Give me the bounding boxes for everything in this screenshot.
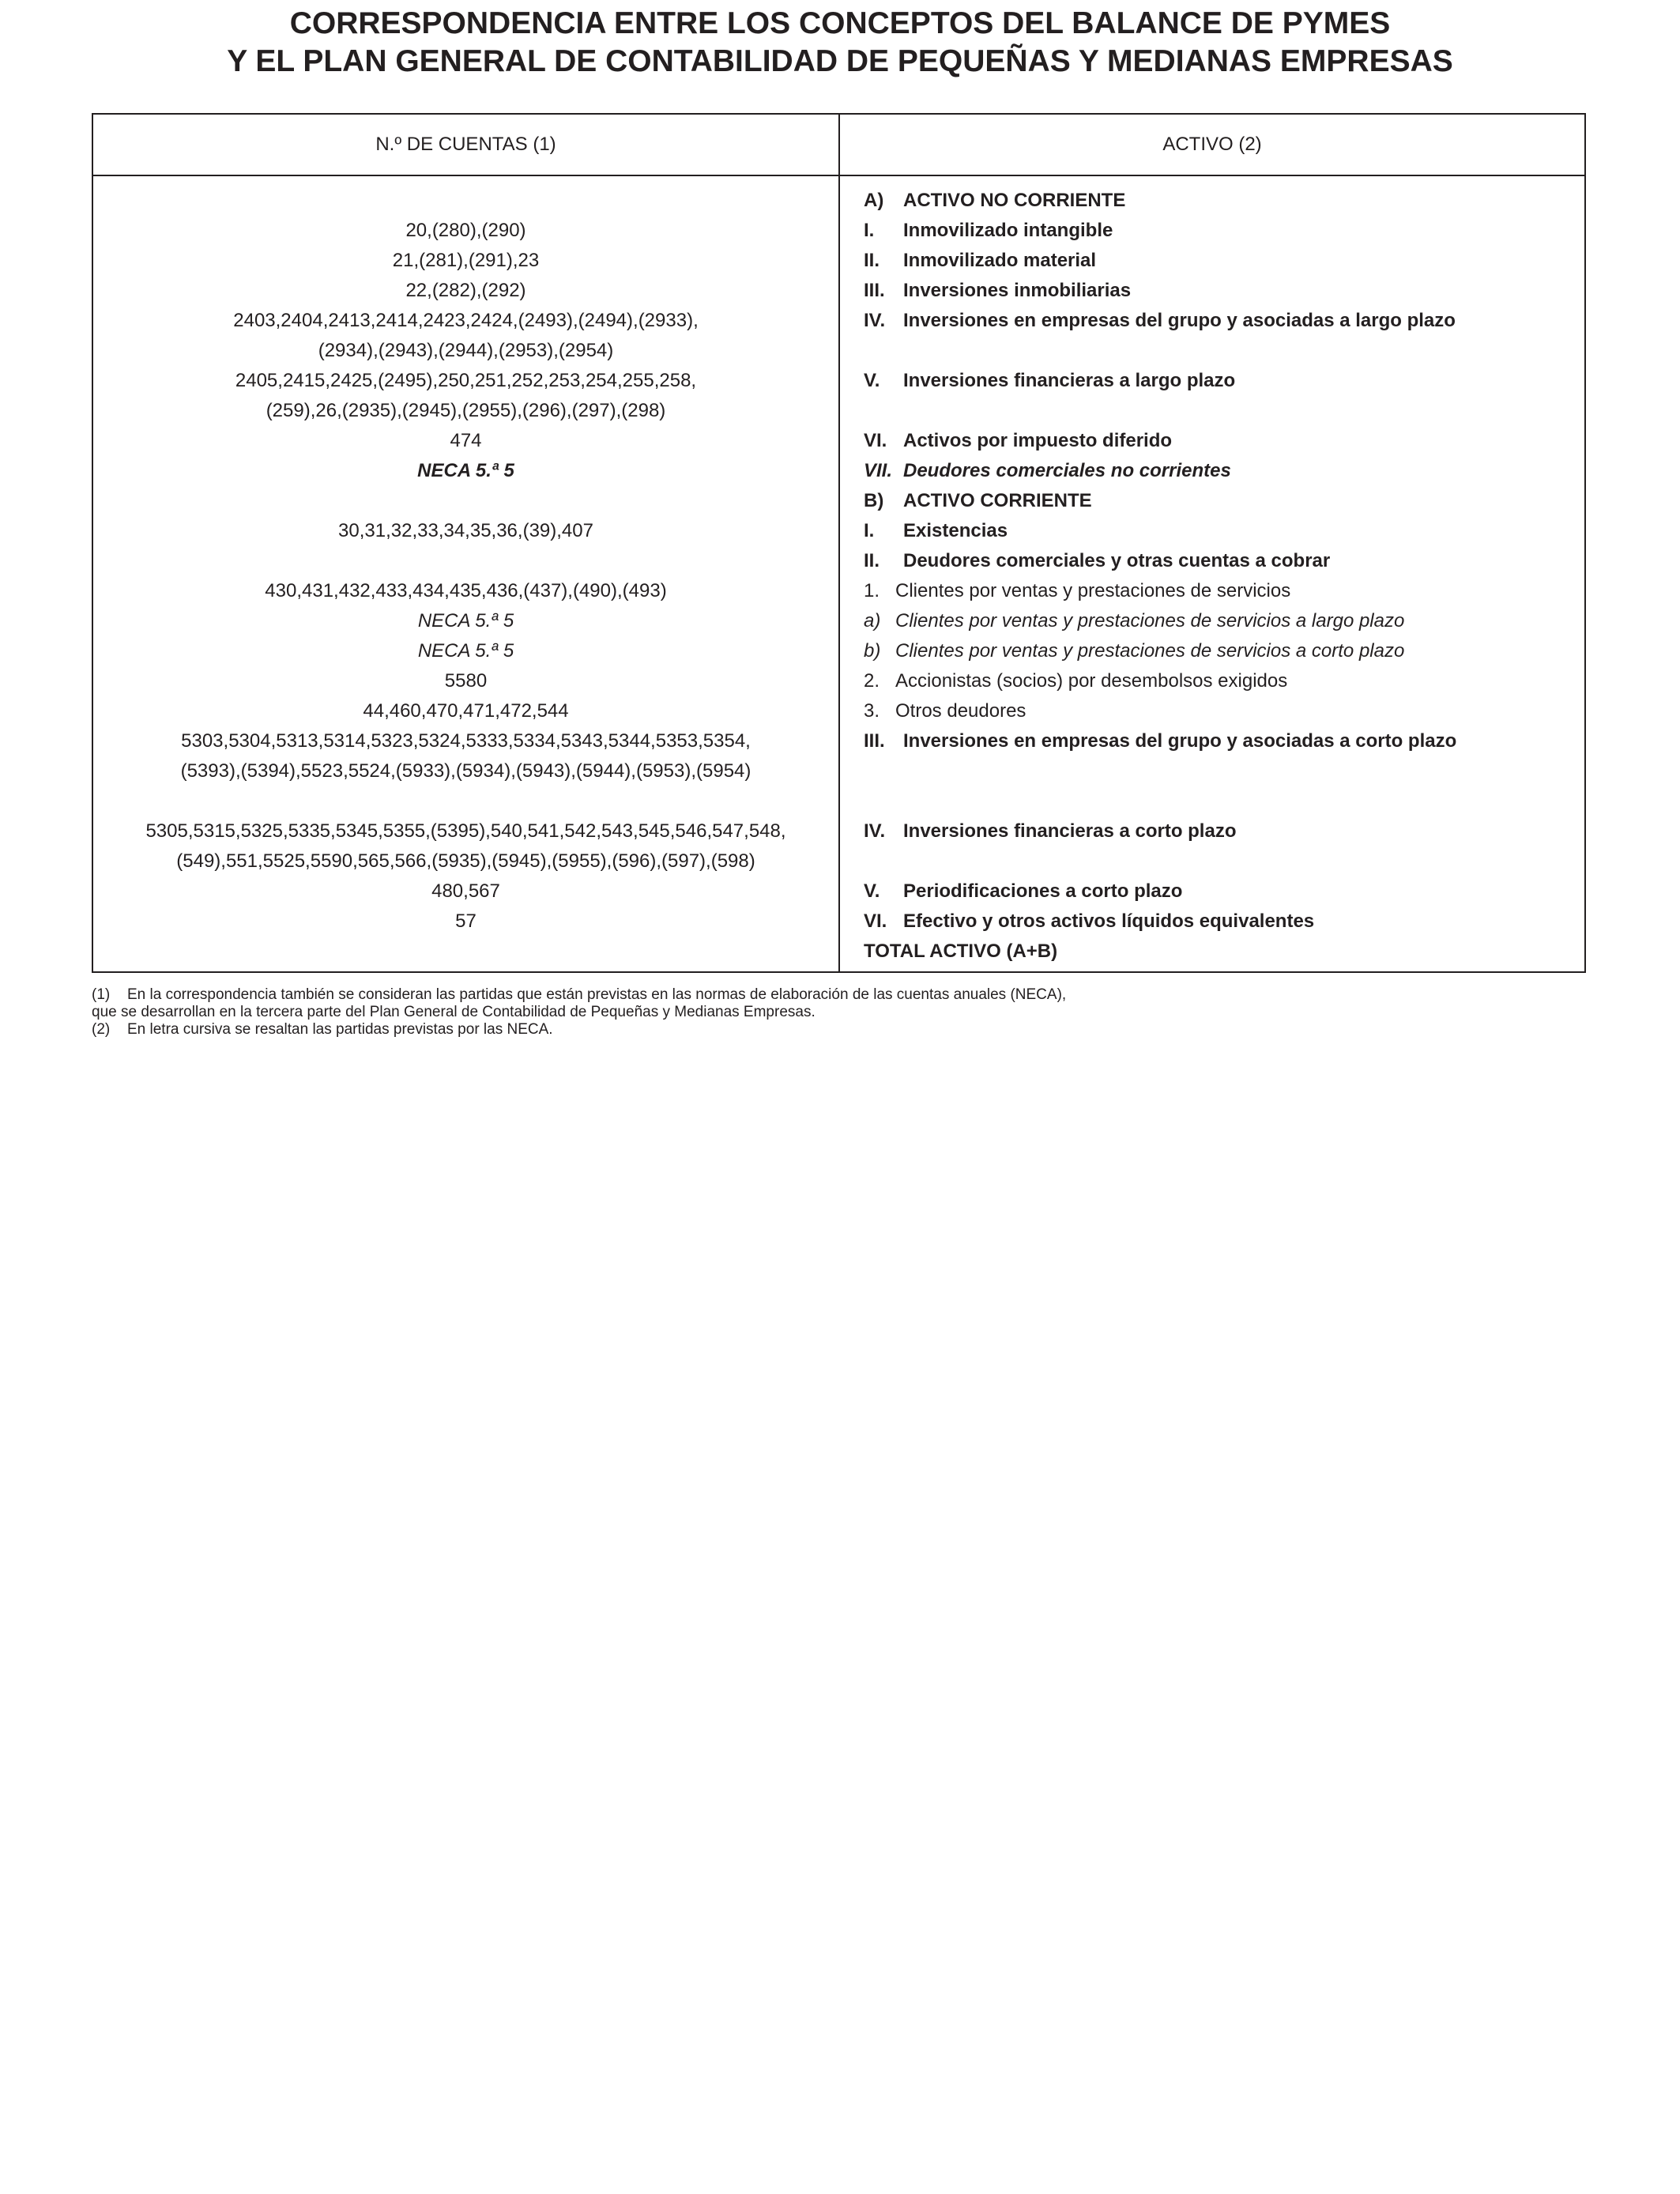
- asset-num: B): [864, 490, 884, 511]
- asset-num: V.: [864, 370, 880, 391]
- account-row: 30,31,32,33,34,35,36,(39),407: [338, 520, 593, 541]
- account-row: 44,460,470,471,472,544: [363, 700, 569, 722]
- asset-text: Inversiones en empresas del grupo y asociadas a corto plazo: [903, 730, 1457, 752]
- asset-num: VII.: [864, 460, 893, 481]
- assets-column: [839, 175, 1585, 972]
- asset-row: [840, 606, 1584, 636]
- asset-row: [840, 426, 1584, 456]
- account-row: 57: [455, 910, 477, 932]
- asset-num: III.: [864, 280, 885, 301]
- asset-num: VI.: [864, 910, 887, 932]
- asset-row-total: [840, 937, 1584, 967]
- header-assets: ACTIVO (2): [839, 114, 1585, 175]
- asset-text: Efectivo y otros activos líquidos equivalentes: [903, 910, 1315, 932]
- account-row: (549),551,5525,5590,565,566,(5935),(5945),(5955),(596),(597),(598): [176, 850, 755, 872]
- account-row: 474: [450, 430, 482, 451]
- footnotes: [92, 986, 1066, 1039]
- footnote-mark: (2): [92, 1021, 111, 1038]
- account-row: (5393),(5394),5523,5524,(5933),(5934),(5943),(5944),(5953),(5954): [180, 760, 751, 782]
- account-row: [93, 486, 838, 516]
- asset-num: II.: [864, 550, 880, 571]
- account-row: [93, 546, 838, 576]
- account-row: 5303,5304,5313,5314,5323,5324,5333,5334,5343,5344,5353,5354,: [181, 730, 751, 752]
- asset-row: [840, 696, 1584, 726]
- asset-text: Inmovilizado intangible: [903, 220, 1113, 241]
- asset-num: 2.: [864, 670, 880, 692]
- account-row: [93, 937, 838, 967]
- asset-text: Inversiones en empresas del grupo y asociadas a largo plazo: [903, 310, 1456, 331]
- asset-row: [840, 726, 1584, 756]
- asset-num: IV.: [864, 310, 886, 331]
- account-row: NECA 5.ª 5: [417, 610, 514, 631]
- account-row: [93, 186, 838, 216]
- account-row: 5580: [444, 670, 488, 692]
- asset-text: Periodificaciones a corto plazo: [903, 880, 1183, 902]
- asset-text: Clientes por ventas y prestaciones de servicios a corto plazo: [895, 640, 1405, 662]
- asset-text: Inversiones inmobiliarias: [903, 280, 1132, 301]
- asset-row: [840, 756, 1584, 786]
- asset-row: [840, 276, 1584, 306]
- asset-row: [840, 876, 1584, 907]
- table-body-row: [92, 175, 1585, 972]
- asset-row: [840, 186, 1584, 216]
- asset-row: [840, 516, 1584, 546]
- asset-row: [840, 306, 1584, 336]
- footnote: [92, 986, 1066, 1004]
- account-row: 5305,5315,5325,5335,5345,5355,(5395),540,541,542,543,545,546,547,548,: [145, 820, 786, 842]
- footnote: [92, 1021, 1066, 1039]
- footnote-text: En la correspondencia también se consideran las partidas que están previstas en las normas de elaboración de las cuentas anuales (NECA),: [127, 986, 1067, 1003]
- accounts-column: [92, 175, 839, 972]
- asset-num: 1.: [864, 580, 880, 601]
- asset-num: b): [864, 640, 881, 662]
- asset-row: [840, 816, 1584, 846]
- asset-row: [840, 846, 1584, 876]
- asset-text: Existencias: [903, 520, 1008, 541]
- asset-num: A): [864, 190, 884, 211]
- account-row: 20,(280),(290): [405, 220, 526, 241]
- account-row: 21,(281),(291),23: [392, 250, 540, 271]
- asset-num: V.: [864, 880, 880, 902]
- asset-text: Inmovilizado material: [903, 250, 1097, 271]
- asset-num: I.: [864, 520, 875, 541]
- asset-text: ACTIVO CORRIENTE: [903, 490, 1092, 511]
- account-row: NECA 5.ª 5: [417, 640, 514, 662]
- account-row: 22,(282),(292): [405, 280, 526, 301]
- asset-text: Otros deudores: [895, 700, 1026, 722]
- asset-text: Inversiones financieras a corto plazo: [903, 820, 1237, 842]
- account-row: (2934),(2943),(2944),(2953),(2954): [318, 340, 614, 361]
- footnote-text: En letra cursiva se resaltan las partidas previstas por las NECA.: [127, 1021, 553, 1038]
- title-line-2: Y EL PLAN GENERAL DE CONTABILIDAD DE PEQUEÑAS Y MEDIANAS EMPRESAS: [227, 44, 1453, 78]
- header-accounts: N.º DE CUENTAS (1): [92, 114, 839, 175]
- account-row: 2405,2415,2425,(2495),250,251,252,253,254,255,258,: [235, 370, 697, 391]
- account-row: 430,431,432,433,434,435,436,(437),(490),(493): [265, 580, 667, 601]
- asset-text: Clientes por ventas y prestaciones de servicios a largo plazo: [895, 610, 1405, 631]
- asset-text: ACTIVO NO CORRIENTE: [903, 190, 1126, 211]
- asset-row: [840, 396, 1584, 426]
- asset-num: a): [864, 610, 881, 631]
- asset-row: [840, 336, 1584, 366]
- asset-row: [840, 636, 1584, 666]
- title-line-1: CORRESPONDENCIA ENTRE LOS CONCEPTOS DEL BALANCE DE PYMES: [289, 6, 1391, 40]
- account-row: 2403,2404,2413,2414,2423,2424,(2493),(2494),(2933),: [233, 310, 699, 331]
- asset-num: I.: [864, 220, 875, 241]
- asset-text: Activos por impuesto diferido: [903, 430, 1173, 451]
- asset-num: VI.: [864, 430, 887, 451]
- asset-text: Deudores comerciales no corrientes: [903, 460, 1231, 481]
- page-title: [0, 5, 1680, 81]
- asset-row: [840, 786, 1584, 816]
- asset-row: [840, 907, 1584, 937]
- footnote-mark: (1): [92, 986, 111, 1003]
- asset-row: [840, 216, 1584, 246]
- asset-row: [840, 666, 1584, 696]
- asset-num: IV.: [864, 820, 886, 842]
- footnote: [92, 1004, 1066, 1021]
- total-assets-label: TOTAL ACTIVO (A+B): [864, 941, 1058, 962]
- asset-num: II.: [864, 250, 880, 271]
- asset-row: [840, 546, 1584, 576]
- asset-row: [840, 366, 1584, 396]
- table-header-row: [92, 114, 1585, 175]
- account-row: NECA 5.ª 5: [417, 460, 514, 481]
- asset-row: [840, 456, 1584, 486]
- asset-row: [840, 576, 1584, 606]
- asset-text: Inversiones financieras a largo plazo: [903, 370, 1236, 391]
- asset-text: Clientes por ventas y prestaciones de servicios: [895, 580, 1291, 601]
- account-row: (259),26,(2935),(2945),(2955),(296),(297),(298): [266, 400, 666, 421]
- asset-text: Accionistas (socios) por desembolsos exigidos: [895, 670, 1288, 692]
- correspondence-table: [92, 113, 1586, 973]
- account-row: [93, 786, 838, 816]
- account-row: 480,567: [431, 880, 500, 902]
- footnote-text: que se desarrollan en la tercera parte del Plan General de Contabilidad de Pequeñas y Medianas Empresas.: [92, 1004, 816, 1020]
- asset-num: 3.: [864, 700, 880, 722]
- asset-text: Deudores comerciales y otras cuentas a cobrar: [903, 550, 1331, 571]
- asset-num: III.: [864, 730, 885, 752]
- asset-row: [840, 486, 1584, 516]
- asset-row: [840, 246, 1584, 276]
